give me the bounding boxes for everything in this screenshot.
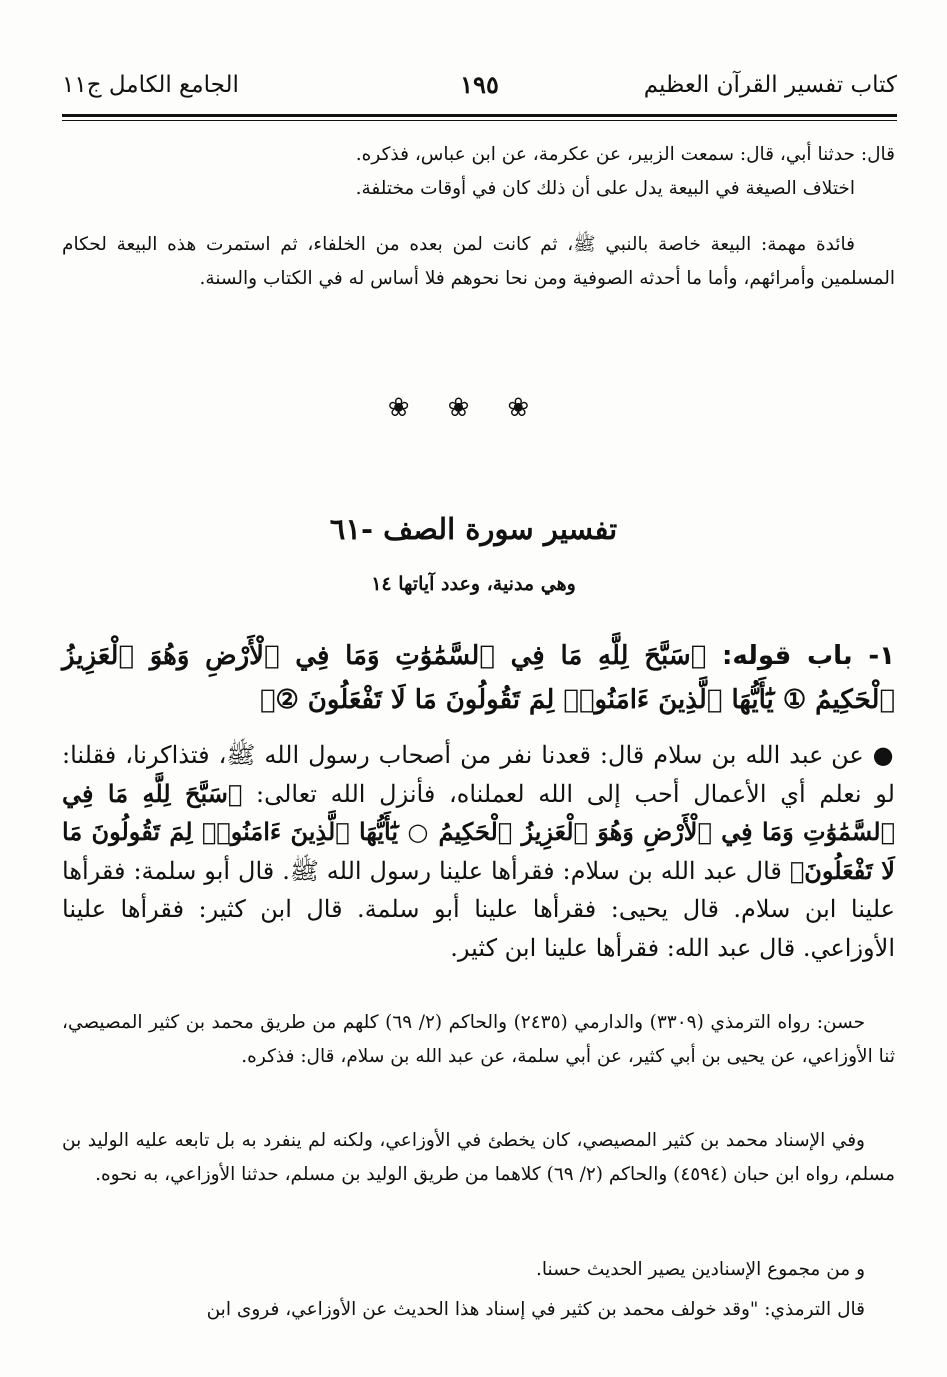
bab-heading	[62, 634, 895, 722]
intro-line-2: اختلاف الصيغة في البيعة يدل على أن ذلك كان في أوقات مختلفة.	[355, 178, 855, 199]
hadith-text	[62, 736, 895, 967]
surah-subtitle: وهي مدنية، وعدد آياتها ١٤	[371, 573, 576, 595]
header-book-title: كتاب تفسير القرآن العظيم	[643, 72, 897, 98]
section-ornaments	[0, 393, 947, 423]
hadith-bullet: ●	[872, 741, 895, 769]
hadith-part-1: عن عبد الله بن سلام قال: قعدنا نفر من أصحاب رسول الله ﷺ، فتذاكرنا، فقلنا: لو نعلم أي الأعمال أحب إلى الله لعملناه، فأنزل الله تعالى:	[62, 741, 895, 808]
header-page-number: ١٩٥	[460, 70, 499, 99]
ornament-icon: ❀	[387, 393, 440, 423]
surah-title: تفسير سورة الصف -٦١	[329, 512, 618, 546]
ornament-icon: ❀	[447, 393, 500, 423]
header-rule-thick	[62, 114, 897, 117]
intro-paragraph	[62, 138, 895, 206]
bab-label: ١- باب قوله:	[721, 641, 895, 671]
hadith-part-2: قال عبد الله بن سلام: فقرأها علينا رسول الله ﷺ. قال أبو سلمة: فقرأها علينا ابن سلام. قال يحيى: فقرأها علينا أبو سلمة. قال ابن كثير: فقرأها علينا الأوزاعي. قال عبد الله: فقرأها علينا ابن كثير.	[62, 856, 895, 962]
takhrij-paragraph-2: وفي الإسناد محمد بن كثير المصيصي، كان يخطئ في الأوزاعي، ولكنه لم ينفرد به بل تابعه عليه الوليد بن مسلم، رواه ابن حبان (٤٥٩٤) والحاكم (٢/ ٦٩) كلاهما من طريق الوليد بن مسلم، حدثنا الأوزاعي، به نحوه.	[62, 1130, 895, 1185]
hadith-verse: ﴿سَبَّحَ لِلَّهِ مَا فِي ٱلسَّمَٰوَٰتِ وَمَا فِي ٱلْأَرْضِ وَهُوَ ٱلْعَزِيزُ ٱلْحَكِيمُ ○ يَٰٓأَيُّهَا ٱلَّذِينَ ءَامَنُوا۟ لِمَ تَقُولُونَ مَا لَا تَفْعَلُونَ﴾	[62, 778, 895, 885]
page-header	[62, 62, 897, 110]
header-rule-thin	[62, 120, 897, 121]
intro-line-1: قال: حدثنا أبي، قال: سمعت الزبير، عن عكرمة، عن ابن عباس، فذكره.	[355, 144, 895, 165]
important-note: فائدة مهمة: البيعة خاصة بالنبي ﷺ، ثم كانت لمن بعده من الخلفاء، ثم استمرت هذه البيعة لحكام المسلمين وأمرائهم، وأما ما أحدثه الصوفية ومن نحا نحوهم فلا أساس له في الكتاب والسنة.	[62, 234, 895, 289]
ornament-icon: ❀	[507, 393, 560, 423]
takhrij-paragraph-4: قال الترمذي: "وقد خولف محمد بن كثير في إسناد هذا الحديث عن الأوزاعي، فروى ابن	[206, 1299, 865, 1320]
bab-verse: ﴿سَبَّحَ لِلَّهِ مَا فِي ٱلسَّمَٰوَٰتِ وَمَا فِي ٱلْأَرْضِ وَهُوَ ٱلْعَزِيزُ ٱلْحَكِيمُ ① يَٰٓأَيُّهَا ٱلَّذِينَ ءَامَنُوا۟ لِمَ تَقُولُونَ مَا لَا تَفْعَلُونَ ②﴾	[62, 641, 895, 715]
takhrij-paragraph-3: و من مجموع الإسنادين يصير الحديث حسنا.	[536, 1259, 865, 1280]
takhrij-paragraph-1: حسن: رواه الترمذي (٣٣٠٩) والدارمي (٢٤٣٥) والحاكم (٢/ ٦٩) كلهم من طريق محمد بن كثير المصيصي، ثنا الأوزاعي، عن يحيى بن أبي كثير، عن أبي سلمة، عن عبد الله بن سلام، قال: فذكره.	[62, 1012, 895, 1067]
header-volume: الجامع الكامل ج١١	[62, 72, 239, 98]
